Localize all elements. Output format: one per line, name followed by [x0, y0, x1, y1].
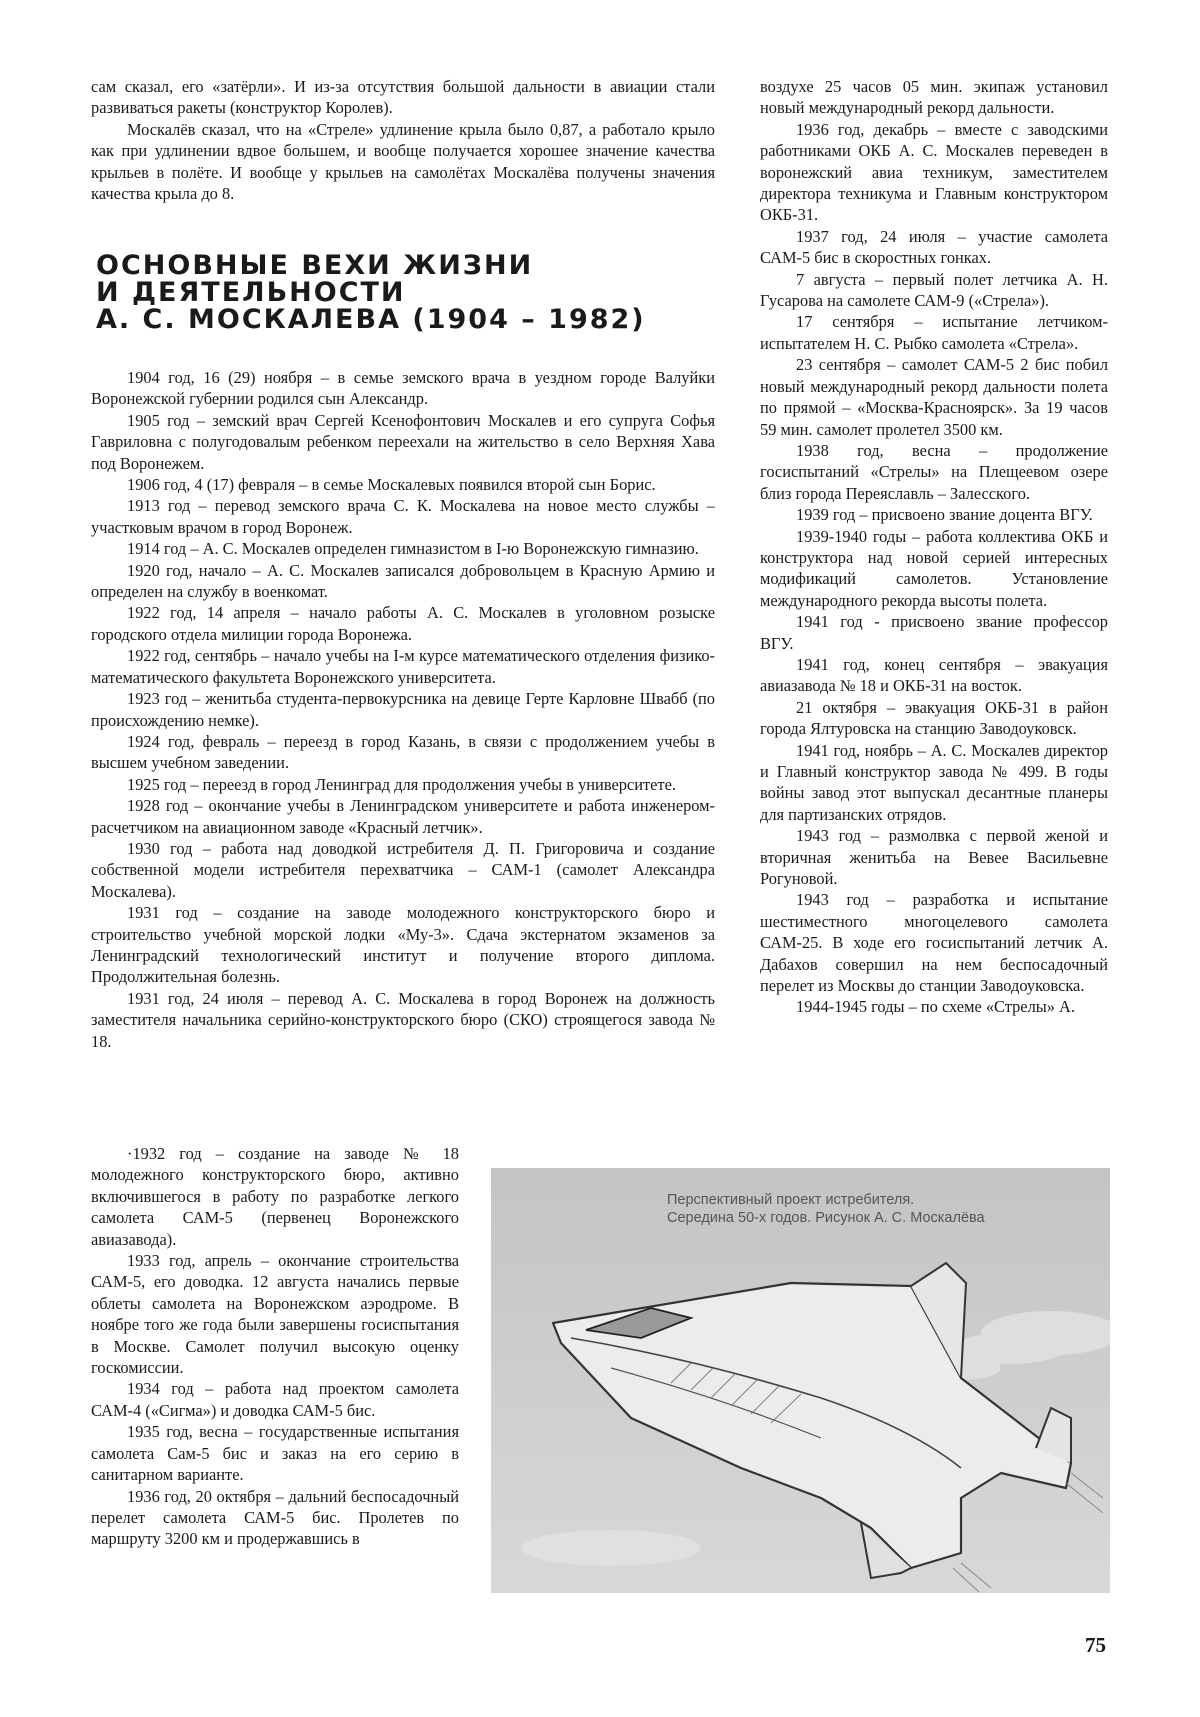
chronology-entry: 1905 год – земский врач Сергей Ксенофонтович Москалев и его супруга Софья Гавриловна с полугодовалым ребенком переехали на жительство в село Верхняя Хава под Воронежем. [91, 410, 715, 473]
chronology-entry: 1928 год – окончание учебы в Ленинградском университете и работа инженером-расчетчиком на авиационном заводе «Красный летчик». [91, 796, 715, 837]
chronology-entry: воздухе 25 часов 05 мин. экипаж установил новый международный рекорд дальности. [760, 77, 1108, 118]
chronology-entry: ·1932 год – создание на заводе № 18 молодежного конструкторского бюро, активно включившегося в работу по разработке легкого самолета САМ-5 (первенец Воронежского авиазавода). [91, 1144, 459, 1249]
chronology-entry: 1939 год – присвоено звание доцента ВГУ. [796, 505, 1093, 525]
chronology-entry: 1943 год – размолвка с первой женой и вторичная женитьба на Вевее Васильевне Рогуновой. [760, 826, 1108, 889]
chronology-entry: 1939-1940 годы – работа коллектива ОКБ и конструктора над новой серией интересных модификаций самолетов. Установление международного рекорда высоты полета. [760, 526, 1108, 610]
chronology-entry: 1935 год, весна – государственные испытания самолета Сам-5 бис и заказ на его серию в санитарном варианте. [91, 1422, 459, 1485]
caption-line: Перспективный проект истребителя. [667, 1192, 915, 1208]
chronology-right-column [760, 76, 1108, 1018]
chronology-entry: 1941 год - присвоено звание профессор ВГУ. [760, 612, 1108, 653]
chronology-entry: 1936 год, декабрь – вместе с заводскими работниками ОКБ А. С. Москалев переведен в воронежский авиа техникум, заместителем директора техникума и Главным конструктором ОКБ-31. [760, 119, 1108, 225]
chronology-entry: 1904 год, 16 (29) ноября – в семье земского врача в уездном городе Валуйки Воронежской губернии родился сын Александр. [91, 368, 715, 409]
chronology-entry: 1943 год – разработка и испытание шестиместного многоцелевого самолета САМ-25. В ходе его госиспытаний летчик А. Дабахов совершил на нем беспосадочный перелет из Москвы до станции Заводоуковска. [760, 890, 1108, 996]
chronology-entry: 1938 год, весна – продолжение госиспытаний «Стрелы» на Плещеевом озере близ города Переяславль – Залесского. [760, 440, 1108, 503]
chronology-entry: 1933 год, апрель – окончание строительства САМ-5, его доводка. 12 августа начались первые облеты самолета на Воронежском аэродроме. В ноябре того же года были завершены госиспытания в Москве. Самолет получил высокую оценку госкомиссии. [91, 1251, 459, 1378]
intro-text-column [91, 76, 715, 204]
heading-line: ОСНОВНЫЕ ВЕХИ ЖИЗНИ [96, 250, 534, 281]
chronology-entry: 23 сентября – самолет САМ-5 2 бис побил новый международный рекорд дальности полета по прямой – «Москва-Красноярск». За 19 часов 59 мин. самолет пролетел 3500 км. [760, 355, 1108, 439]
caption-line: Середина 50-х годов. Рисунок А. С. Москалёва [667, 1210, 985, 1226]
section-heading [96, 252, 736, 333]
chronology-entry: 1931 год – создание на заводе молодежного конструкторского бюро и строительство учебной морской лодки «Му-3». Сдача экстернатом экзаменов за Ленинградский технологический институт и получение второго диплома. Продолжительная болезнь. [91, 903, 715, 987]
chronology-left-bottom-column [91, 1143, 459, 1550]
intro-paragraph: сам сказал, его «затёрли». И из-за отсутствия большой дальности в авиации стали развиваться ракеты (конструктор Королев). [91, 77, 715, 118]
chronology-entry: 7 августа – первый полет летчика А. Н. Гусарова на самолете САМ-9 («Стрела»). [760, 269, 1108, 311]
chronology-entry: 1922 год, 14 апреля – начало работы А. С. Москалев в уголовном розыске городского отдела милиции города Воронежа. [91, 603, 715, 644]
heading-line: И ДЕЯТЕЛЬНОСТИ [96, 277, 406, 308]
chronology-entry: 1941 год, конец сентября – эвакуация авиазавода № 18 и ОКБ-31 на восток. [760, 654, 1108, 696]
chronology-left-column [91, 367, 715, 1052]
chronology-entry: 1934 год – работа над проектом самолета САМ-4 («Сигма») и доводка САМ-5 бис. [91, 1379, 459, 1420]
figure-caption [667, 1191, 1087, 1227]
chronology-entry: 1913 год – перевод земского врача С. К. Москалева на новое место службы – участковым врачом в город Воронеж. [91, 496, 715, 537]
chronology-entry: 1930 год – работа над доводкой истребителя Д. П. Григоровича и создание собственной модели истребителя перехватчика – САМ-1 (самолет Александра Москалева). [91, 838, 715, 901]
heading-line: А. С. МОСКАЛЕВА (1904 – 1982) [96, 304, 646, 335]
chronology-entry: 1941 год, ноябрь – А. С. Москалев директор и Главный конструктор завода № 499. В годы войны завод этот выпускал десантные планеры для партизанских отрядов. [760, 740, 1108, 824]
chronology-entry: 1925 год – переезд в город Ленинград для продолжения учебы в университете. [127, 774, 676, 794]
chronology-entry: 1931 год, 24 июля – перевод А. С. Москалева в город Воронеж на должность заместителя начальника серийно-конструкторского бюро (СКО) строящегося завода № 18. [91, 988, 715, 1051]
fighter-jet-drawing [491, 1168, 1110, 1593]
chronology-entry: 1923 год – женитьба студента-первокурсника на девице Герте Карловне Швабб (по происхождению немке). [91, 689, 715, 730]
chronology-entry: 1924 год, февраль – переезд в город Казань, в связи с продолжением учебы в высшем учебном заведении. [91, 731, 715, 773]
chronology-entry: 17 сентября – испытание летчиком-испытателем Н. С. Рыбко самолета «Стрела». [760, 312, 1108, 353]
chronology-entry: 1922 год, сентябрь – начало учебы на I-м курсе математического отделения физико-математического факультета Воронежского университета. [91, 646, 715, 687]
chronology-entry: 1944-1945 годы – по схеме «Стрелы» А. [796, 997, 1075, 1017]
chronology-entry: 1920 год, начало – А. С. Москалев записался добровольцем в Красную Армию и определен на службу в военкомат. [91, 560, 715, 602]
page-number: 75 [1085, 1633, 1106, 1657]
chronology-entry: 21 октября – эвакуация ОКБ-31 в район города Ялтуровска на станцию Заводоуковск. [760, 697, 1108, 739]
chronology-entry: 1936 год, 20 октября – дальний беспосадочный перелет самолета САМ-5 бис. Пролетев по маршруту 3200 км и продержавшись в [91, 1486, 459, 1549]
chronology-entry: 1906 год, 4 (17) февраля – в семье Москалевых появился второй сын Борис. [127, 475, 656, 495]
aircraft-sketch-figure [491, 1168, 1110, 1593]
chronology-entry: 1937 год, 24 июля – участие самолета САМ-5 бис в скоростных гонках. [760, 226, 1108, 268]
chronology-entry: 1914 год – А. С. Москалев определен гимназистом в I-ю Воронежскую гимназию. [127, 539, 699, 559]
intro-paragraph: Москалёв сказал, что на «Стреле» удлинение крыла было 0,87, а работало крыло как при удлинении вдвое большем, и вообще получается хорошее значение качества крыльев в полёте. И вообще у крыльев на самолётах Москалёва получены значения качества крыла до 8. [91, 119, 715, 204]
